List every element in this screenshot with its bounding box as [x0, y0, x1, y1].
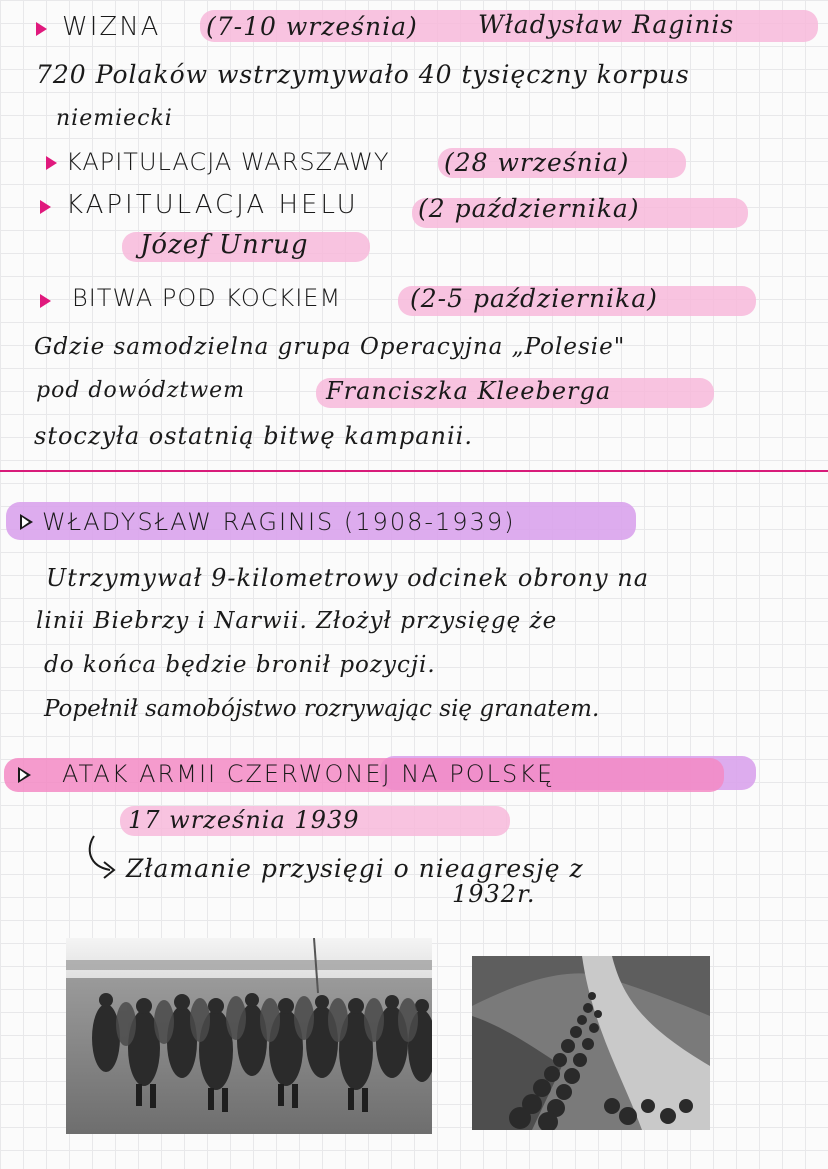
atak-note-year: 1932r.: [452, 880, 536, 908]
kock-line-1: Gdzie samodzielna grupa Operacyjna „Polesie": [34, 334, 626, 360]
wizna-title: WIZNA: [62, 12, 161, 42]
bullet-triangle-icon: [40, 294, 51, 308]
raginis-line-2: linii Biebrzy i Narwii. Złożył przysięgę że: [36, 608, 558, 634]
kock-date: (2-5 października): [410, 284, 658, 313]
bullet-triangle-outline-icon: [20, 514, 33, 530]
section-divider: [0, 470, 828, 472]
wizna-line-2: niemiecki: [56, 106, 173, 131]
atak-note: Złamanie przysięgi o nieagresję z: [126, 854, 584, 883]
kapitulacja-warszawy-date: (28 września): [444, 148, 630, 177]
kapitulacja-helu-date: (2 października): [418, 194, 640, 223]
kapitulacja-warszawy-title: KAPITULACJA WARSZAWY: [66, 148, 390, 176]
kleeberg-name: Franciszka Kleeberga: [326, 377, 612, 405]
unrug-name: Józef Unrug: [140, 230, 309, 260]
kock-title: BITWA POD KOCKIEM: [72, 284, 342, 312]
bullet-triangle-outline-icon: [18, 767, 31, 783]
bullet-triangle-icon: [40, 200, 51, 214]
wizna-line-1: 720 Polaków wstrzymywało 40 tysięczny korpus: [36, 60, 690, 89]
raginis-heading: WŁADYSŁAW RAGINIS (1908-1939): [42, 508, 516, 536]
bullet-triangle-icon: [36, 22, 47, 36]
atak-date: 17 września 1939: [128, 806, 360, 834]
kock-line-2: pod dowództwem: [36, 378, 246, 403]
soldiers-marching-photo: [66, 938, 432, 1134]
raginis-line-3: do końca będzie bronił pozycji.: [44, 652, 436, 678]
hook-arrow-icon: [80, 832, 130, 892]
raginis-line-4: Popełnił samobójstwo rozrywając się granatem.: [44, 696, 600, 722]
column-on-road-photo: [472, 956, 710, 1130]
kock-line-3: stoczyła ostatnią bitwę kampanii.: [34, 422, 473, 450]
bullet-triangle-icon: [46, 156, 57, 170]
raginis-line-1: Utrzymywał 9-kilometrowy odcinek obrony na: [46, 564, 650, 592]
wizna-person: Władysław Raginis: [478, 10, 735, 39]
kapitulacja-helu-title: KAPITULACJA HELU: [66, 190, 359, 220]
wizna-date: (7-10 września): [206, 12, 418, 41]
atak-heading: ATAK ARMII CZERWONEJ NA POLSKĘ: [62, 760, 555, 788]
